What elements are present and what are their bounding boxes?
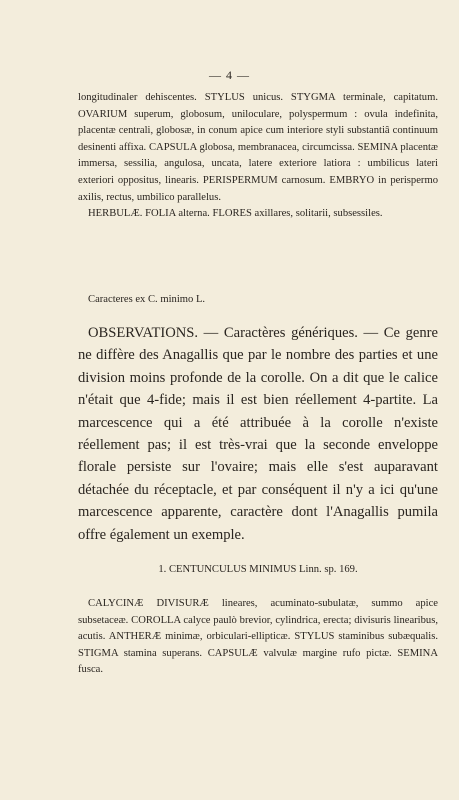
species-heading-block [78,562,438,579]
observations-block [78,322,438,546]
observations-paragraph: OBSERVATIONS. — Caractères génériques. — Ce genre ne diffère des Anagallis que par le nombre des parties et une division moins profonde de la corolle. On a dit que le calice n'était que 4-fide; mais il est bien réellement 4-partite. La marcescence qui a été attribuée à la corolle n'existe réellement pas; il est très-vrai que la seconde enveloppe florale persiste sur l'ovaire; mais elle s'est auparavant détachée du réceptacle, et par conséquent il n'y a ici qu'une marcescence apparente, caractère dont l'Anagallis pumila offre également un exemple. [78,325,438,543]
caracteres-block [78,292,438,309]
description-paragraph: longitudinaler dehiscentes. STYLUS unicus. STYGMA terminale, capitatum. OVARIUM superum, globosum, uniloculare, polyspermum : ovula indefinita, placentæ centrali, globosæ, in conum apice cum interiore styli substantiâ continuum desinenti affixa. CAPSULA globosa, membranacea, circumcissa. SEMINA placentæ immersa, sessilia, angulosa, uncata, latere exteriore latiora : umbilicus lateri exteriori oppositus, linearis. PERISPERMUM carnosum. EMBRYO in perispermo axilis, rectus, umbilico parallelus. [78,92,438,203]
caracteres-line: Caracteres ex C. minimo L. [88,294,206,305]
species-heading: 1. CENTUNCULUS MINIMUS Linn. sp. 169. [158,564,358,575]
species-paragraph: CALYCINÆ DIVISURÆ lineares, acuminato-subulatæ, summo apice subsetaceæ. COROLLA calyce paulò brevior, cylindrica, erecta; divisuris linearibus, acutis. ANTHERÆ minimæ, orbiculari-ellipticæ. STYLUS staminibus subæqualis. STIGMA stamina superans. CAPSULÆ valvulæ margine rufo pictæ. SEMINA fusca. [78,598,438,676]
herbulae-paragraph: HERBULÆ. FOLIA alterna. FLORES axillares, solitarii, subsessiles. [88,208,383,220]
species-block [78,596,438,679]
description-block [78,90,438,223]
page-number: — 4 — [209,68,250,82]
